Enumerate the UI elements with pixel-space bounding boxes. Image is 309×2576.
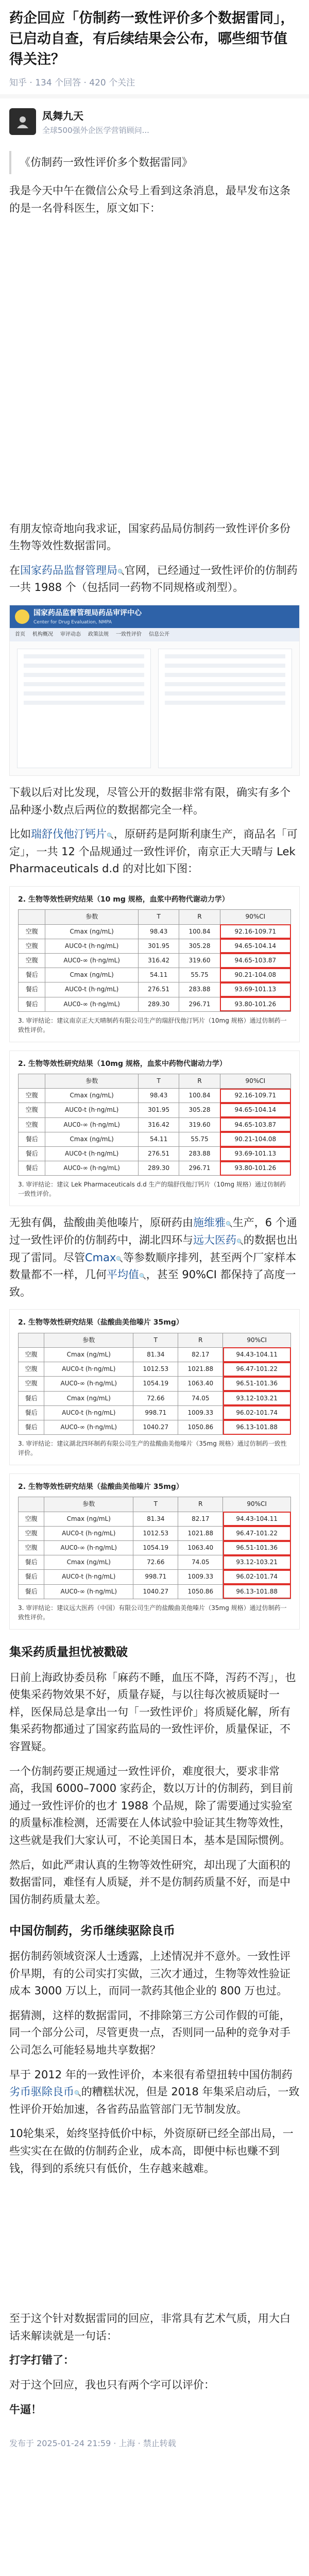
paragraph: 日前上海政协委员称「麻药不睡，血压不降，泻药不泻」，也使集采药物效果不好，质量存疑，与以往每次被质疑时一样，医保局总是拿出一句「一致性评价」将质疑化解，所有集采药物都通过了国家药监局的一致性评价，质量保证，不容置疑。	[9, 1671, 296, 1753]
table-cell: 93.69-101.13	[220, 982, 290, 997]
avatar-user-icon	[15, 114, 30, 129]
table-cell: 96.13-101.88	[223, 1420, 291, 1434]
table-cell: 空腹	[19, 1512, 44, 1526]
table-row	[19, 1117, 291, 1132]
table-header: T	[133, 1497, 178, 1512]
paragraph-text: 官网，已经通过一致性评价的仿制药一共 1988 个（包括同一药物不同规格或剂型）。	[9, 564, 298, 594]
table-cell: 餐后	[19, 997, 45, 1011]
table-cell: 餐后	[19, 1584, 44, 1599]
table-cell: 空腹	[19, 1117, 45, 1132]
table-cell: AUC0-t (h·ng/mL)	[45, 939, 139, 953]
emphasis-text: 牛逼！	[9, 2403, 42, 2416]
paragraph: 有朋友惊奇地向我求证，国家药品局仿制药一致性评价多份生物等效性数据雷同。	[9, 522, 290, 552]
table-header: R	[178, 1497, 223, 1512]
table-cell: 100.84	[179, 1089, 220, 1103]
table-cell: 96.47-101.22	[223, 1362, 291, 1377]
paragraph: 我是今天中午在微信公众号上看到这条消息，最早发布这条的是一名骨科医生，原文如下：	[9, 184, 290, 215]
table-cell: Cmax (ng/mL)	[45, 1089, 139, 1103]
paragraph-text: 生产，6 个通过一致性评价的仿制药中，湖北四环与	[9, 1216, 297, 1246]
table-cell: 1012.53	[133, 1526, 178, 1540]
table-cell: 96.02-101.74	[223, 1570, 291, 1584]
paragraph	[9, 1214, 300, 1301]
question-title[interactable]: 药企回应「仿制药一致性评价多个数据雷同」，已启动自查，有后续结果会公布，哪些细节值得关注？	[9, 10, 295, 67]
table-note: 3. 审评结论：建议南京正大天晴制药有限公司生产的瑞舒伐他汀钙片（10mg 规格）通过仿制药一致性评价。	[18, 1016, 287, 1033]
table-cell: 296.71	[179, 997, 220, 1011]
inline-search-link[interactable]: 远大医药 🔍	[193, 1234, 244, 1246]
table-row	[19, 1584, 291, 1599]
table-row	[19, 1570, 291, 1584]
table-cell: 1054.19	[133, 1541, 178, 1555]
table-cell: AUC0-∞ (h·ng/mL)	[44, 1377, 133, 1391]
table-cell: 空腹	[19, 1347, 44, 1362]
table-cell: Cmax (ng/mL)	[44, 1391, 133, 1405]
table-cell: 餐后	[19, 1132, 45, 1146]
table-cell: 319.60	[179, 953, 220, 968]
site-nav-item: 审评动态	[60, 632, 81, 638]
bioequivalence-table	[18, 1074, 291, 1176]
spacer	[9, 2184, 300, 2303]
paragraph: 然后，如此严肃认真的生物等效性研究，却出现了大面积的数据雷同，难怪有人质疑，并不是仿制药质量不好，而是中国仿制药质量太差。	[9, 1858, 290, 1906]
table-cell: 289.30	[138, 1161, 179, 1176]
table-cell: 316.42	[138, 1117, 179, 1132]
nmpa-site-screenshot	[9, 605, 300, 776]
site-nav-item: 首页	[15, 632, 25, 638]
table-row	[19, 968, 291, 982]
table-cell: 90.21-104.08	[220, 968, 290, 982]
table-cell: 1012.53	[133, 1362, 178, 1377]
site-card	[17, 649, 151, 768]
table-header: T	[133, 1333, 178, 1347]
table-header	[19, 1497, 44, 1512]
emphasis-text: 打字打错了：	[9, 2354, 74, 2367]
paragraph-text: 早于 2012 年的一致性评价，本来很有希望扭转中国仿制药	[9, 2068, 293, 2081]
table-cell: 餐后	[19, 1420, 44, 1434]
inline-search-link[interactable]: 施维雅 🔍	[193, 1216, 233, 1229]
table-cell: 100.84	[179, 924, 220, 939]
table-cell: 96.47-101.22	[223, 1526, 291, 1540]
paragraph: 据仿制药领域资深人士透露，上述情况并不意外。一致性评价早期，有的公司实打实做，三次才通过，生物等效性验证成本 3000 万以上，而同一款药其他企业的 800 万也过。	[9, 1950, 290, 1997]
table-cell: 1021.88	[178, 1362, 223, 1377]
section-heading: 集采药质量担忧被戳破	[9, 1645, 128, 1659]
table-cell: AUC0-∞ (h·ng/mL)	[45, 1161, 139, 1176]
table-cell: 98.43	[138, 1089, 179, 1103]
table-cell: 283.88	[179, 1147, 220, 1161]
table-cell: Cmax (ng/mL)	[45, 1132, 139, 1146]
table-header: 90%CI	[220, 1074, 290, 1089]
site-nav	[10, 628, 299, 641]
table-row	[19, 953, 291, 968]
table-cell: 1009.33	[178, 1570, 223, 1584]
paragraph-text: 的数据也出现了雷同。尽管	[9, 1233, 298, 1264]
table-cell: 1040.27	[133, 1584, 178, 1599]
paragraph	[9, 2066, 300, 2119]
table-row	[19, 1147, 291, 1161]
paragraph-text: 等参数顺序排列，甚至两个厂家样本数量都不一样，几何	[9, 1251, 297, 1281]
spacer	[9, 225, 300, 513]
inline-search-link[interactable]: 瑞舒伐他汀钙片 🔍	[31, 828, 114, 840]
site-title: 国家药品监督管理局药品审评中心	[33, 608, 142, 617]
question-meta: 知乎 · 134 个回答 · 420 个关注	[9, 77, 135, 88]
site-nav-item: 政策法规	[88, 632, 109, 638]
table-cell: 94.65-103.87	[220, 953, 290, 968]
table-cell: 空腹	[19, 1362, 44, 1377]
table-cell: 1040.27	[133, 1420, 178, 1434]
table-cell: Cmax (ng/mL)	[44, 1512, 133, 1526]
table-cell: 319.60	[179, 1117, 220, 1132]
table-title: 2. 生物等效性研究结果（10mg 规格，血浆中药物代谢动力学）	[18, 1059, 227, 1068]
paragraph	[9, 2401, 300, 2419]
table-cell: 94.65-103.87	[220, 1117, 290, 1132]
table-header	[19, 1074, 45, 1089]
table-cell: 305.28	[179, 1103, 220, 1117]
table-row	[19, 1391, 291, 1405]
table-row	[19, 1347, 291, 1362]
site-subtitle: Center for Drug Evaluation, NMPA	[33, 620, 112, 625]
table-cell: 96.51-101.36	[223, 1541, 291, 1555]
table-cell: 1009.33	[178, 1405, 223, 1420]
table-cell: 81.34	[133, 1512, 178, 1526]
table-cell: 289.30	[138, 997, 179, 1011]
bioequivalence-table-figure	[9, 886, 300, 1042]
table-cell: 1054.19	[133, 1377, 178, 1391]
table-cell: Cmax (ng/mL)	[44, 1555, 133, 1570]
table-cell: 74.05	[178, 1391, 223, 1405]
table-header: 参数	[45, 1074, 139, 1089]
table-title: 2. 生物等效性研究结果（盐酸曲美他嗪片 35mg）	[18, 1483, 183, 1492]
table-cell: 305.28	[179, 939, 220, 953]
table-row	[19, 1405, 291, 1420]
table-cell: 98.43	[138, 924, 179, 939]
bioequivalence-table-figure	[9, 1050, 300, 1207]
table-header: T	[138, 1074, 179, 1089]
table-cell: 1050.86	[178, 1420, 223, 1434]
table-cell: 296.71	[179, 1161, 220, 1176]
paragraph: 一个仿制药要正规通过一致性评价，难度很大，要求非常高，我国 6000–7000 家药企，数以万计的仿制药，到目前通过一致性评价的也才 1988 个品规，除了需要通过实验室的质量标准检测，还需要在人体试验中验证其生物等效性，这些就是我们大家认可，不论美国日本，基本是国际惯例。	[9, 1765, 293, 1846]
site-body	[10, 641, 299, 775]
table-row	[19, 1377, 291, 1391]
bioequivalence-table-figure	[9, 1309, 300, 1465]
table-cell: 空腹	[19, 1103, 45, 1117]
table-row	[19, 1161, 291, 1176]
table-note: 3. 审评结论：建议湖北四环制药有限公司生产的盐酸曲美他嗪片（35mg 规格）通过仿制药一致性评价。	[18, 1440, 287, 1457]
table-cell: 空腹	[19, 1089, 45, 1103]
table-cell: 餐后	[19, 1391, 44, 1405]
table-row	[19, 939, 291, 953]
table-row	[19, 997, 291, 1011]
table-cell: Cmax (ng/mL)	[45, 924, 139, 939]
table-cell: 93.80-101.26	[220, 1161, 290, 1176]
author-description: 全球500强外企医学营销顾问...	[42, 125, 149, 135]
paragraph-text: 无独有偶，盐酸曲美他嗪片，原研药由	[9, 1216, 193, 1229]
table-cell: 96.51-101.36	[223, 1377, 291, 1391]
inline-search-link[interactable]: 平均值 🔍	[107, 1268, 146, 1281]
paragraph: 据猜测，这样的数据雷同，不排除第三方公司作假的可能，同一个部分公司，尽管更贵一点，否则同一品种的竞争对手公司怎么可能轻易地共享数据？	[9, 2009, 290, 2057]
table-cell: 94.43-104.11	[223, 1512, 291, 1526]
table-cell: 82.17	[178, 1512, 223, 1526]
paragraph: 对于这个回应，我也只有两个字可以评价：	[9, 2378, 215, 2391]
site-card	[158, 649, 292, 768]
table-cell: 1021.88	[178, 1526, 223, 1540]
table-cell: 55.75	[179, 968, 220, 982]
bioequivalence-table	[18, 1497, 291, 1599]
table-cell: AUC0-∞ (h·ng/mL)	[44, 1584, 133, 1599]
table-cell: 空腹	[19, 953, 45, 968]
table-row	[19, 1089, 291, 1103]
inline-search-link[interactable]: 劣币驱除良币 🔍	[9, 2086, 81, 2098]
table-cell: 54.11	[138, 1132, 179, 1146]
paragraph: 下载以后对比发现，尽管公开的数据非常有限，确实有多个品种逐小数点后两位的数据都完全一样。	[9, 786, 290, 816]
table-row	[19, 1420, 291, 1434]
table-cell: 90.21-104.08	[220, 1132, 290, 1146]
table-cell: 空腹	[19, 924, 45, 939]
table-row	[19, 982, 291, 997]
table-row	[19, 924, 291, 939]
site-header	[10, 605, 299, 628]
table-cell: 96.02-101.74	[223, 1405, 291, 1420]
table-cell: 94.43-104.11	[223, 1347, 291, 1362]
table-cell: 空腹	[19, 939, 45, 953]
paragraph-text: 比如	[9, 828, 31, 841]
table-row	[19, 1526, 291, 1540]
table-row	[19, 1362, 291, 1377]
table-note: 3. 审评结论：建议远大医药（中国）有限公司生产的盐酸曲美他嗪片（35mg 规格）通过仿制药一致性评价。	[18, 1604, 287, 1621]
table-cell: 74.05	[178, 1555, 223, 1570]
table-row	[19, 1103, 291, 1117]
table-header: 参数	[44, 1497, 133, 1512]
avatar[interactable]	[9, 108, 36, 135]
table-header: 参数	[45, 910, 139, 924]
table-cell: Cmax (ng/mL)	[44, 1347, 133, 1362]
table-cell: 餐后	[19, 1405, 44, 1420]
inline-search-link[interactable]: Cmax 🔍	[85, 1251, 123, 1264]
table-cell: AUC0-t (h·ng/mL)	[44, 1570, 133, 1584]
site-nav-item: 信息公开	[149, 632, 169, 638]
table-header: R	[179, 1074, 220, 1089]
answer-content	[0, 139, 309, 2418]
table-cell: AUC0-t (h·ng/mL)	[45, 1147, 139, 1161]
inline-search-link[interactable]: 国家药品监督管理局 🔍	[20, 564, 125, 577]
table-header: T	[138, 910, 179, 924]
table-cell: Cmax (ng/mL)	[45, 968, 139, 982]
table-cell: AUC0-t (h·ng/mL)	[45, 1103, 139, 1117]
site-nav-item: 机构概况	[32, 632, 53, 638]
table-header	[19, 910, 45, 924]
paragraph	[9, 562, 300, 597]
section-divider	[0, 94, 309, 98]
table-header: 90%CI	[220, 910, 290, 924]
table-cell: AUC0-t (h·ng/mL)	[45, 982, 139, 997]
table-note: 3. 审评结论：建议 Lek Pharmaceuticals d.d 生产的瑞舒伐他汀钙片（10mg 规格）通过仿制药一致性评价。	[18, 1181, 286, 1198]
site-logo-icon	[15, 609, 29, 624]
author-header[interactable]	[0, 98, 309, 139]
table-cell: 92.16-109.71	[220, 924, 290, 939]
table-cell: 72.66	[133, 1391, 178, 1405]
table-cell: 301.95	[138, 1103, 179, 1117]
table-row	[19, 1132, 291, 1146]
table-cell: 餐后	[19, 968, 45, 982]
table-cell: 81.34	[133, 1347, 178, 1362]
table-cell: 93.12-103.21	[223, 1555, 291, 1570]
table-cell: 空腹	[19, 1541, 44, 1555]
table-row	[19, 1555, 291, 1570]
table-header: R	[178, 1333, 223, 1347]
bioequivalence-table	[18, 909, 291, 1011]
bioequivalence-table	[18, 1333, 291, 1435]
article-quote: 《仿制药一致性评价多个数据雷同》	[9, 151, 300, 175]
paragraph: 至于这个针对数据雷同的回应，非常具有艺术气质，用大白话来解读就是一句话：	[9, 2312, 290, 2342]
author-name[interactable]: 凤舞九天	[42, 109, 83, 122]
table-cell: AUC0-∞ (h·ng/mL)	[44, 1541, 133, 1555]
table-row	[19, 1512, 291, 1526]
paragraph-text: 的糟糕状况，但是 2018 年集采启动后，一致性评价开始加速，各省药品监管部门无节制发放。	[9, 2086, 300, 2115]
table-cell: 54.11	[138, 968, 179, 982]
table-cell: 93.12-103.21	[223, 1391, 291, 1405]
bioequivalence-table-figure	[9, 1473, 300, 1630]
table-cell: 1063.40	[178, 1541, 223, 1555]
table-cell: AUC0-∞ (h·ng/mL)	[45, 997, 139, 1011]
table-header: 参数	[44, 1333, 133, 1347]
table-cell: 92.16-109.71	[220, 1089, 290, 1103]
table-cell: AUC0-t (h·ng/mL)	[44, 1362, 133, 1377]
table-cell: AUC0-t (h·ng/mL)	[44, 1526, 133, 1540]
table-cell: 998.71	[133, 1570, 178, 1584]
table-cell: 276.51	[138, 1147, 179, 1161]
table-header	[19, 1333, 44, 1347]
table-cell: AUC0-∞ (h·ng/mL)	[45, 953, 139, 968]
table-title: 2. 生物等效性研究结果（盐酸曲美他嗪片 35mg）	[18, 1318, 183, 1327]
table-cell: 283.88	[179, 982, 220, 997]
table-cell: 1063.40	[178, 1377, 223, 1391]
table-cell: 94.65-104.14	[220, 939, 290, 953]
paragraph-text: ，甚至 90%CI 都保持了高度一致。	[9, 1268, 296, 1298]
table-cell: AUC0-∞ (h·ng/mL)	[44, 1420, 133, 1434]
table-cell: AUC0-∞ (h·ng/mL)	[45, 1117, 139, 1132]
site-nav-item: 一致性评价	[116, 632, 142, 638]
table-header: 90%CI	[223, 1497, 291, 1512]
paragraph	[9, 2352, 300, 2369]
table-cell: 空腹	[19, 1377, 44, 1391]
table-cell: 93.80-101.26	[220, 997, 290, 1011]
table-title: 2. 生物等效性研究结果（10 mg 规格，血浆中药物代谢动力学）	[18, 895, 229, 904]
table-cell: 餐后	[19, 1570, 44, 1584]
paragraph: 10轮集采，始终坚持低价中标，外资原研已经全部出局，一些实实在在做的仿制药企业，成本高，即便中标也赚不到钱，得到的系统只有低价，生存越来越难。	[9, 2127, 294, 2175]
paragraph-text: 在	[9, 564, 20, 577]
table-row	[19, 1541, 291, 1555]
table-cell: 276.51	[138, 982, 179, 997]
paragraph	[9, 826, 300, 878]
table-cell: 空腹	[19, 1526, 44, 1540]
table-cell: 316.42	[138, 953, 179, 968]
table-cell: 餐后	[19, 1161, 45, 1176]
table-cell: 998.71	[133, 1405, 178, 1420]
table-cell: 96.13-101.88	[223, 1584, 291, 1599]
table-cell: 餐后	[19, 1555, 44, 1570]
table-cell: AUC0-t (h·ng/mL)	[44, 1405, 133, 1420]
table-cell: 72.66	[133, 1555, 178, 1570]
table-cell: 301.95	[138, 939, 179, 953]
table-header: 90%CI	[223, 1333, 291, 1347]
table-cell: 93.69-101.13	[220, 1147, 290, 1161]
table-header: R	[179, 910, 220, 924]
table-cell: 餐后	[19, 982, 45, 997]
table-cell: 1050.86	[178, 1584, 223, 1599]
table-cell: 55.75	[179, 1132, 220, 1146]
table-cell: 82.17	[178, 1347, 223, 1362]
table-cell: 餐后	[19, 1147, 45, 1161]
paragraph-text: ，原研药是阿斯利康生产，商品名「可定」，一共 12 个品规通过一致性评价，南京正大天晴与 Lek Pharmaceuticals d.d 的对比如下图：	[9, 828, 298, 875]
section-heading: 中国仿制药，劣币继续驱除良币	[9, 1924, 175, 1938]
publish-meta: 发布于 2025-01-24 21:59 · 上海 · 禁止转载	[9, 2438, 176, 2449]
table-cell: 94.65-104.14	[220, 1103, 290, 1117]
